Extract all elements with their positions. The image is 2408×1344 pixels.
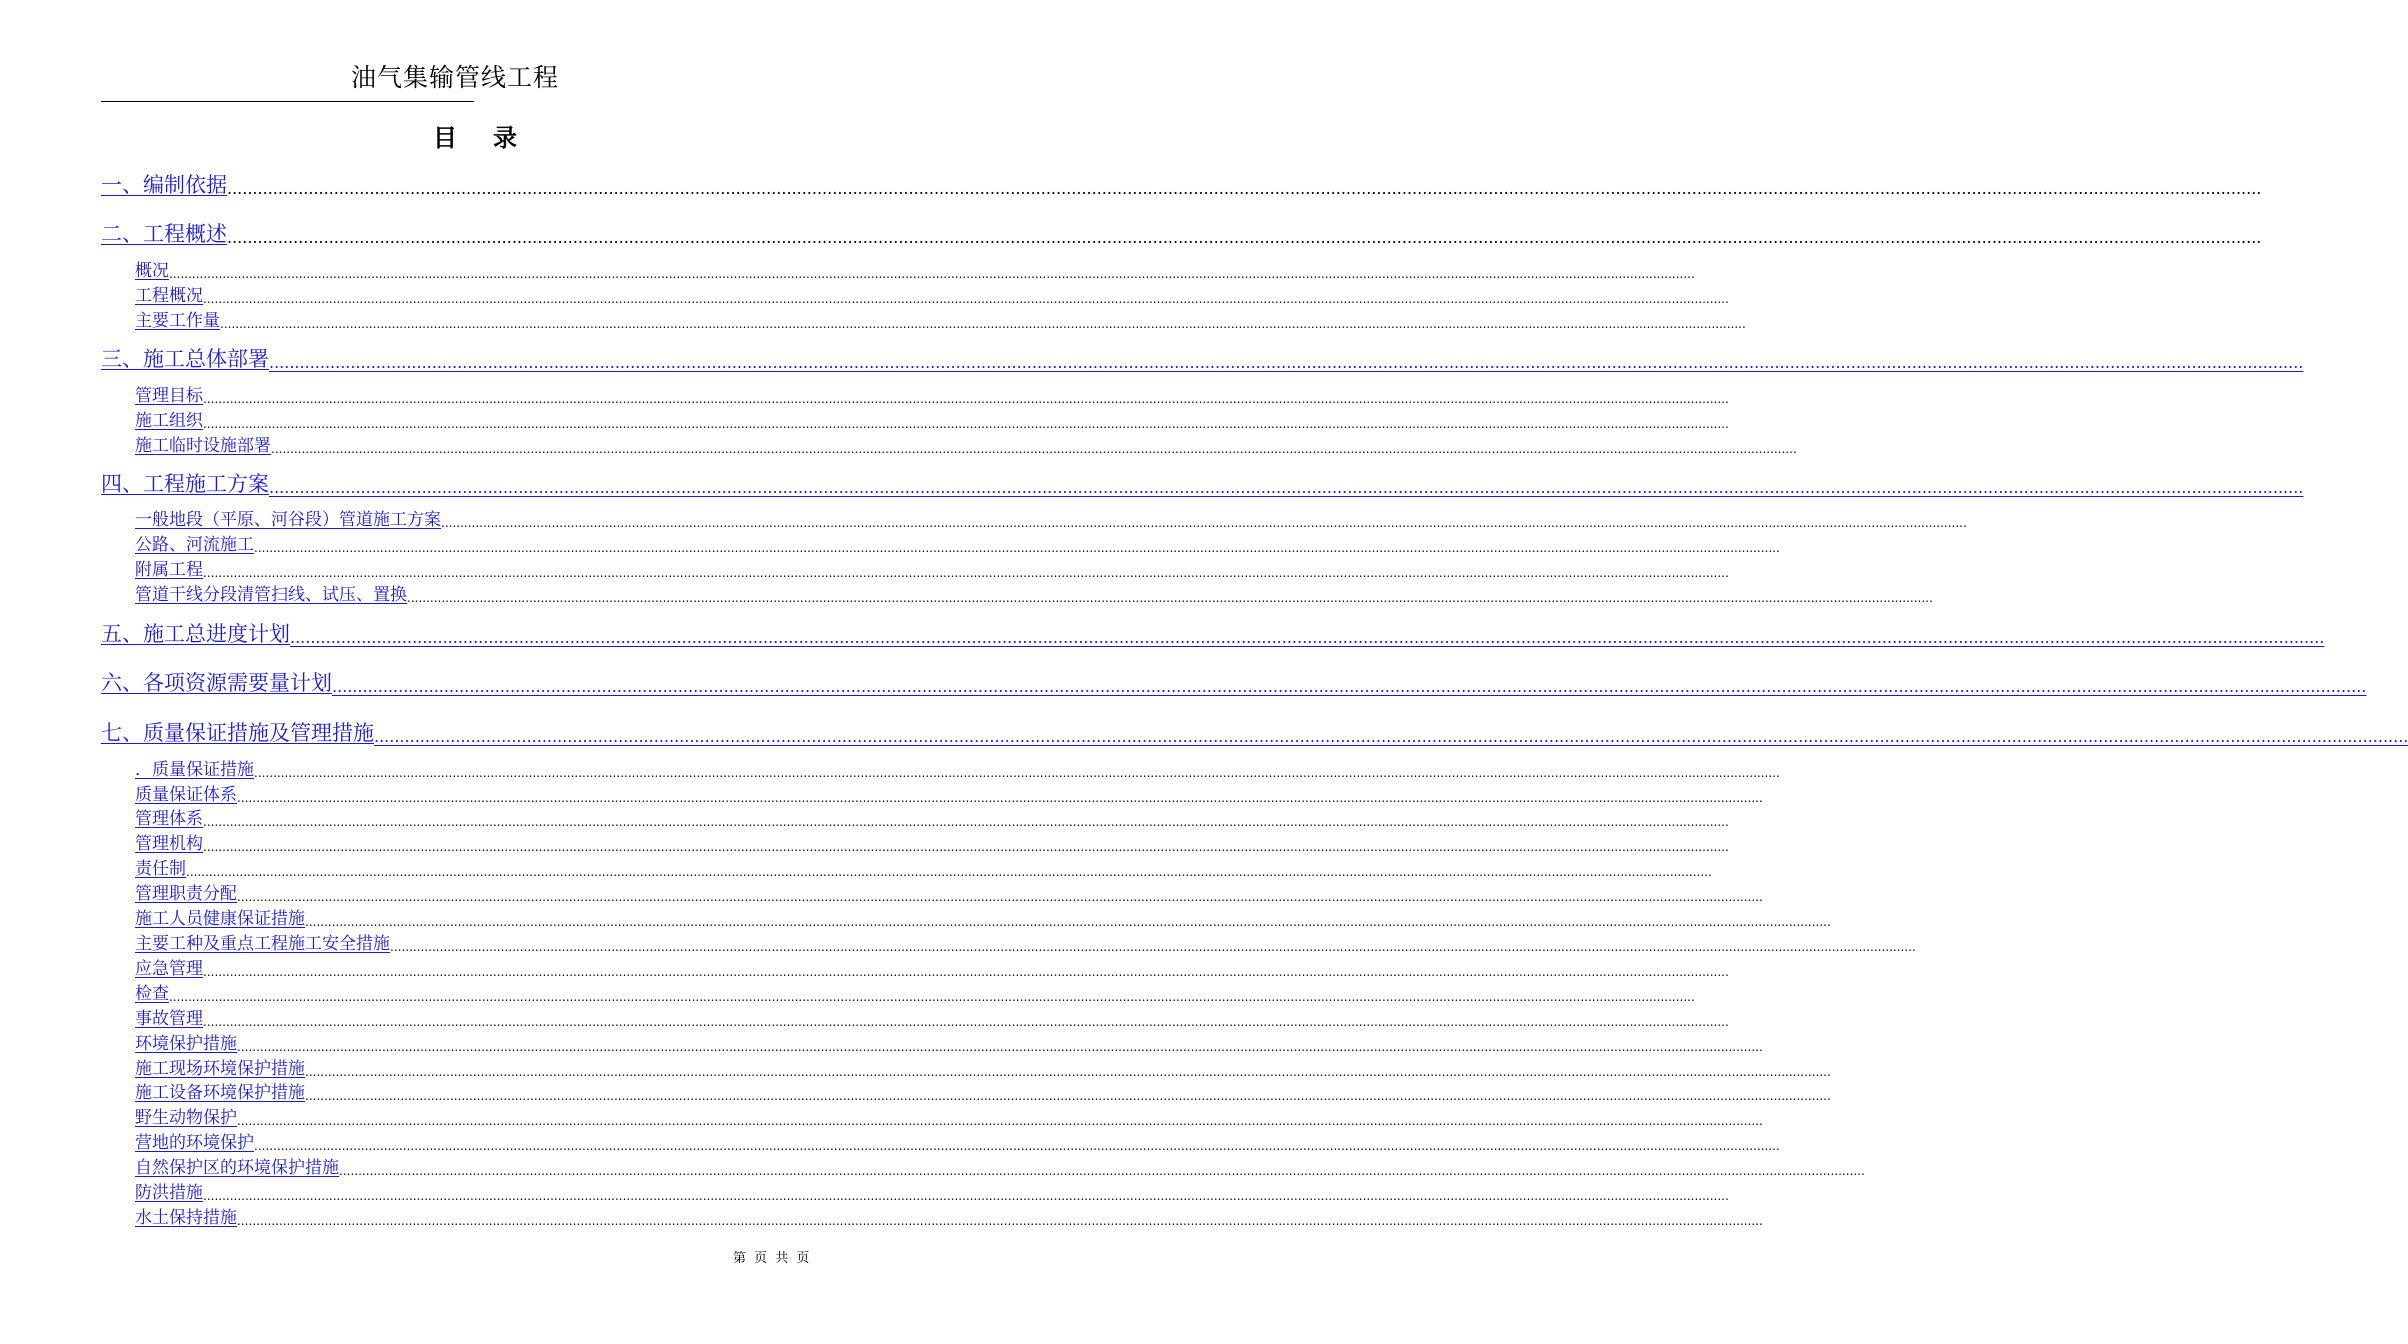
toc-entry-link[interactable]: 应急管理 — [135, 959, 203, 979]
toc-leader-dots: ................................................................................................................................................................................................................................................................................................................................................................................................................ — [269, 353, 2304, 372]
toc-entry[interactable] — [135, 1156, 1865, 1178]
header-rule — [101, 101, 474, 102]
toc-leader-dots: ................................................................................................................................................................................................................................................................................................................................................................................................................ — [237, 1040, 1763, 1054]
toc-leader-dots: ................................................................................................................................................................................................................................................................................................................................................................................................................ — [237, 1214, 1763, 1228]
toc-leader-dots: ................................................................................................................................................................................................................................................................................................................................................................................................................ — [203, 1189, 1729, 1203]
toc-entry-link[interactable]: 防洪措施 — [135, 1183, 203, 1203]
toc-leader-dots: ................................................................................................................................................................................................................................................................................................................................................................................................................ — [203, 292, 1729, 306]
toc-entry[interactable] — [135, 1081, 1831, 1103]
toc-leader-dots: ................................................................................................................................................................................................................................................................................................................................................................................................................ — [305, 1089, 1831, 1103]
toc-entry-link[interactable]: 质量保证体系 — [135, 785, 237, 805]
toc-entry-link[interactable]: 四、工程施工方案 — [101, 472, 269, 496]
toc-entry[interactable] — [101, 345, 2304, 373]
toc-leader-dots: ................................................................................................................................................................................................................................................................................................................................................................................................................ — [203, 840, 1729, 854]
toc-entry-link[interactable]: ．质量保证措施 — [135, 760, 254, 780]
toc-entry[interactable] — [135, 1206, 1763, 1228]
toc-entry-link[interactable]: 管理目标 — [135, 386, 203, 406]
toc-leader-dots: ................................................................................................................................................................................................................................................................................................................................................................................................................ — [332, 677, 2367, 696]
toc-entry[interactable] — [135, 783, 1763, 805]
toc-entry-link[interactable]: 主要工作量 — [135, 311, 220, 331]
toc-entry-link[interactable]: 六、各项资源需要量计划 — [101, 671, 332, 695]
toc-entry[interactable] — [135, 758, 1780, 780]
toc-leader-dots: ................................................................................................................................................................................................................................................................................................................................................................................................................ — [203, 566, 1729, 580]
toc-leader-dots: ................................................................................................................................................................................................................................................................................................................................................................................................................ — [203, 815, 1729, 829]
toc-entry-link[interactable]: 施工设备环境保护措施 — [135, 1083, 305, 1103]
toc-leader-dots: ................................................................................................................................................................................................................................................................................................................................................................................................................ — [203, 1015, 1729, 1029]
toc-leader-dots: ................................................................................................................................................................................................................................................................................................................................................................................................................ — [305, 915, 1831, 929]
toc-leader-dots: ................................................................................................................................................................................................................................................................................................................................................................................................................ — [237, 890, 1763, 904]
toc-entry-link[interactable]: 附属工程 — [135, 560, 203, 580]
toc-leader-dots: ................................................................................................................................................................................................................................................................................................................................................................................................................ — [339, 1164, 1865, 1178]
toc-title-char-2: 录 — [493, 123, 517, 152]
toc-leader-dots: ................................................................................................................................................................................................................................................................................................................................................................................................................ — [203, 417, 1729, 431]
toc-entry-link[interactable]: 施工现场环境保护措施 — [135, 1059, 305, 1079]
toc-leader-dots: ................................................................................................................................................................................................................................................................................................................................................................................................................ — [169, 990, 1695, 1004]
toc-leader-dots: ................................................................................................................................................................................................................................................................................................................................................................................................................ — [186, 865, 1712, 879]
toc-entry[interactable] — [101, 719, 2408, 747]
toc-leader-dots: ................................................................................................................................................................................................................................................................................................................................................................................................................ — [227, 179, 2262, 198]
toc-leader-dots: ................................................................................................................................................................................................................................................................................................................................................................................................................ — [407, 591, 1933, 605]
toc-entry-link[interactable]: 施工组织 — [135, 411, 203, 431]
document-header-title: 油气集输管线工程 — [350, 63, 559, 92]
toc-entry-link[interactable]: 水土保持措施 — [135, 1208, 237, 1228]
toc-entry[interactable] — [135, 384, 1729, 406]
toc-entry-link[interactable]: 责任制 — [135, 859, 186, 879]
toc-entry[interactable] — [101, 171, 2262, 199]
toc-entry-link[interactable]: 施工人员健康保证措施 — [135, 909, 305, 929]
toc-leader-dots: ................................................................................................................................................................................................................................................................................................................................................................................................................ — [271, 442, 1797, 456]
toc-title-char-1: 目 — [433, 123, 457, 152]
toc-entry-link[interactable]: 管理机构 — [135, 834, 203, 854]
toc-entry[interactable] — [135, 1131, 1780, 1153]
toc-entry[interactable] — [135, 583, 1933, 605]
toc-leader-dots: ................................................................................................................................................................................................................................................................................................................................................................................................................ — [254, 1139, 1780, 1153]
toc-entry[interactable] — [135, 309, 1746, 331]
toc-entry[interactable] — [135, 1032, 1763, 1054]
toc-entry-link[interactable]: 一般地段（平原、河谷段）管道施工方案 — [135, 510, 441, 530]
toc-entry[interactable] — [135, 284, 1729, 306]
toc-entry-link[interactable]: 概况 — [135, 261, 169, 281]
toc-entry[interactable] — [101, 220, 2262, 248]
toc-entry[interactable] — [135, 932, 1916, 954]
toc-entry-link[interactable]: 营地的环境保护 — [135, 1133, 254, 1153]
toc-entry[interactable] — [135, 1007, 1729, 1029]
toc-entry-link[interactable]: 管道干线分段清管扫线、试压、置换 — [135, 585, 407, 605]
toc-entry[interactable] — [135, 434, 1797, 456]
toc-entry-link[interactable]: 野生动物保护 — [135, 1108, 237, 1128]
toc-entry[interactable] — [135, 409, 1729, 431]
toc-leader-dots: ................................................................................................................................................................................................................................................................................................................................................................................................................ — [169, 267, 1695, 281]
toc-leader-dots: ................................................................................................................................................................................................................................................................................................................................................................................................................ — [220, 317, 1746, 331]
toc-entry[interactable] — [135, 807, 1729, 829]
toc-entry[interactable] — [135, 832, 1729, 854]
toc-entry[interactable] — [135, 907, 1831, 929]
toc-entry-link[interactable]: 七、质量保证措施及管理措施 — [101, 721, 374, 745]
toc-entry-link[interactable]: 五、施工总进度计划 — [101, 622, 290, 646]
toc-entry-link[interactable]: 一、编制依据 — [101, 173, 227, 197]
toc-entry[interactable] — [135, 857, 1712, 879]
toc-entry[interactable] — [101, 669, 2367, 697]
toc-leader-dots: ................................................................................................................................................................................................................................................................................................................................................................................................................ — [227, 228, 2262, 247]
toc-entry[interactable] — [135, 882, 1763, 904]
toc-entry[interactable] — [135, 533, 1780, 555]
toc-leader-dots: ................................................................................................................................................................................................................................................................................................................................................................................................................ — [305, 1065, 1831, 1079]
toc-leader-dots: ................................................................................................................................................................................................................................................................................................................................................................................................................ — [390, 940, 1916, 954]
toc-entry[interactable] — [135, 259, 1695, 281]
toc-entry-link[interactable]: 主要工种及重点工程施工安全措施 — [135, 934, 390, 954]
toc-entry-link[interactable]: 环境保护措施 — [135, 1034, 237, 1054]
page-footer: 第 页 共 页 — [733, 1251, 812, 1266]
toc-leader-dots: ................................................................................................................................................................................................................................................................................................................................................................................................................ — [441, 516, 1967, 530]
toc-leader-dots: ................................................................................................................................................................................................................................................................................................................................................................................................................ — [254, 766, 1780, 780]
toc-entry-link[interactable]: 公路、河流施工 — [135, 535, 254, 555]
toc-entry-link[interactable]: 检查 — [135, 984, 169, 1004]
toc-entry-link[interactable]: 自然保护区的环境保护措施 — [135, 1158, 339, 1178]
toc-leader-dots: ................................................................................................................................................................................................................................................................................................................................................................................................................ — [374, 727, 2408, 746]
toc-title — [0, 118, 950, 153]
toc-leader-dots: ................................................................................................................................................................................................................................................................................................................................................................................................................ — [203, 965, 1729, 979]
toc-entry-link[interactable]: 事故管理 — [135, 1009, 203, 1029]
toc-entry[interactable] — [135, 982, 1695, 1004]
toc-leader-dots: ................................................................................................................................................................................................................................................................................................................................................................................................................ — [254, 541, 1780, 555]
toc-leader-dots: ................................................................................................................................................................................................................................................................................................................................................................................................................ — [237, 791, 1763, 805]
toc-entry[interactable] — [101, 470, 2304, 498]
toc-entry-link[interactable]: 管理职责分配 — [135, 884, 237, 904]
toc-entry[interactable] — [135, 1057, 1831, 1079]
toc-entry[interactable] — [135, 508, 1967, 530]
toc-leader-dots: ................................................................................................................................................................................................................................................................................................................................................................................................................ — [203, 392, 1729, 406]
toc-entry-link[interactable]: 三、施工总体部署 — [101, 347, 269, 371]
toc-leader-dots: ................................................................................................................................................................................................................................................................................................................................................................................................................ — [290, 628, 2325, 647]
toc-entry-link[interactable]: 二、工程概述 — [101, 222, 227, 246]
toc-entry[interactable] — [135, 1106, 1763, 1128]
toc-entry-link[interactable]: 管理体系 — [135, 809, 203, 829]
toc-entry[interactable] — [135, 957, 1729, 979]
toc-entry[interactable] — [135, 558, 1729, 580]
toc-entry-link[interactable]: 工程概况 — [135, 286, 203, 306]
toc-leader-dots: ................................................................................................................................................................................................................................................................................................................................................................................................................ — [237, 1114, 1763, 1128]
toc-entry[interactable] — [101, 620, 2325, 648]
toc-entry[interactable] — [135, 1181, 1729, 1203]
toc-leader-dots: ................................................................................................................................................................................................................................................................................................................................................................................................................ — [269, 478, 2304, 497]
toc-entry-link[interactable]: 施工临时设施部署 — [135, 436, 271, 456]
